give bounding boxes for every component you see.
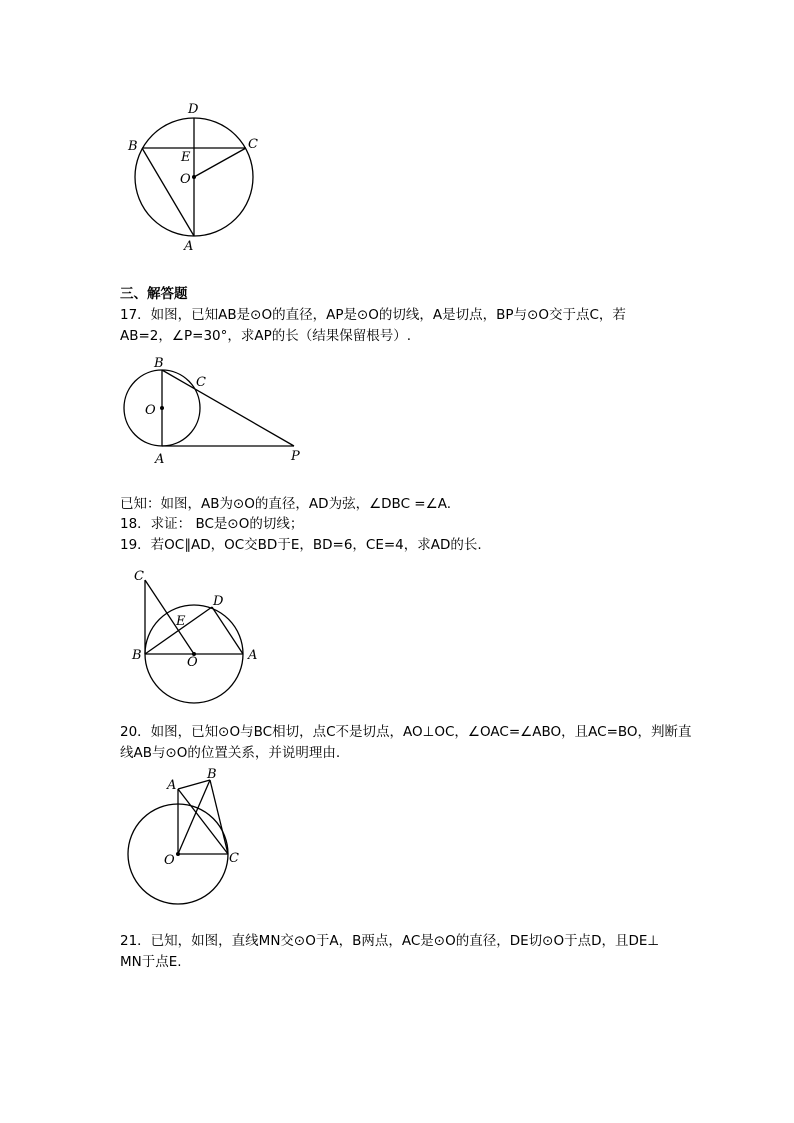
label-a: A — [155, 452, 165, 467]
label-o: O — [164, 853, 175, 868]
label-b: B — [132, 648, 142, 663]
label-a: A — [167, 778, 177, 793]
label-a: A — [184, 239, 194, 254]
figure-3-tangent-diagram — [128, 565, 263, 710]
label-c: C — [248, 137, 258, 152]
chord-da — [212, 607, 243, 654]
label-d: D — [188, 102, 199, 117]
label-c: C — [196, 375, 206, 390]
label-e: E — [176, 614, 186, 629]
label-o: O — [187, 655, 198, 670]
segment-co — [145, 580, 194, 654]
segment-ab — [178, 780, 210, 789]
label-c: C — [229, 851, 239, 866]
center-point-o — [160, 406, 164, 410]
label-d: D — [213, 594, 224, 609]
label-p: P — [291, 449, 300, 464]
figure-4-circle-diagram — [122, 762, 257, 907]
figure-2-tangent-diagram — [118, 350, 308, 468]
label-c: C — [134, 569, 144, 584]
problem-17-line-2: AB=2，∠P=30°，求AP的长（结果保留根号）. — [120, 328, 412, 344]
radius-oc — [194, 148, 246, 177]
problem-20-line-2: 线AB与⊙O的位置关系，并说明理由. — [120, 745, 341, 761]
label-e: E — [181, 150, 191, 165]
label-b: B — [154, 356, 164, 371]
problem-21-line-1: 21．已知，如图，直线MN交⊙O于A，B两点，AC是⊙O的直径，DE切⊙O于点D，且DE⊥ — [120, 933, 660, 949]
label-a: A — [248, 648, 258, 663]
label-b: B — [128, 139, 138, 154]
problem-18-19-given: 已知：如图，AB为⊙O的直径，AD为弦，∠DBC =∠A. — [120, 496, 452, 512]
label-b: B — [207, 767, 217, 782]
label-o: O — [180, 172, 191, 187]
problem-18-question: 18．求证： BC是⊙O的切线； — [120, 516, 304, 532]
figure-1-circle-diagram — [120, 95, 270, 260]
section-heading: 三、解答题 — [120, 286, 188, 302]
label-o: O — [145, 403, 156, 418]
problem-17-line-1: 17．如图，已知AB是⊙O的直径，AP是⊙O的切线，A是切点，BP与⊙O交于点C，若 — [120, 307, 626, 323]
problem-19-question: 19．若OC∥AD，OC交BD于E，BD=6，CE=4，求AD的长. — [120, 537, 482, 553]
segment-ob — [178, 780, 210, 854]
secant-bp — [162, 370, 294, 446]
problem-21-line-2: MN于点E. — [120, 954, 182, 970]
center-point-o — [176, 852, 180, 856]
center-point-o — [192, 175, 196, 179]
problem-20-line-1: 20．如图，已知⊙O与BC相切，点C不是切点，AO⊥OC，∠OAC=∠ABO，且AC=BO，判断直 — [120, 724, 692, 740]
